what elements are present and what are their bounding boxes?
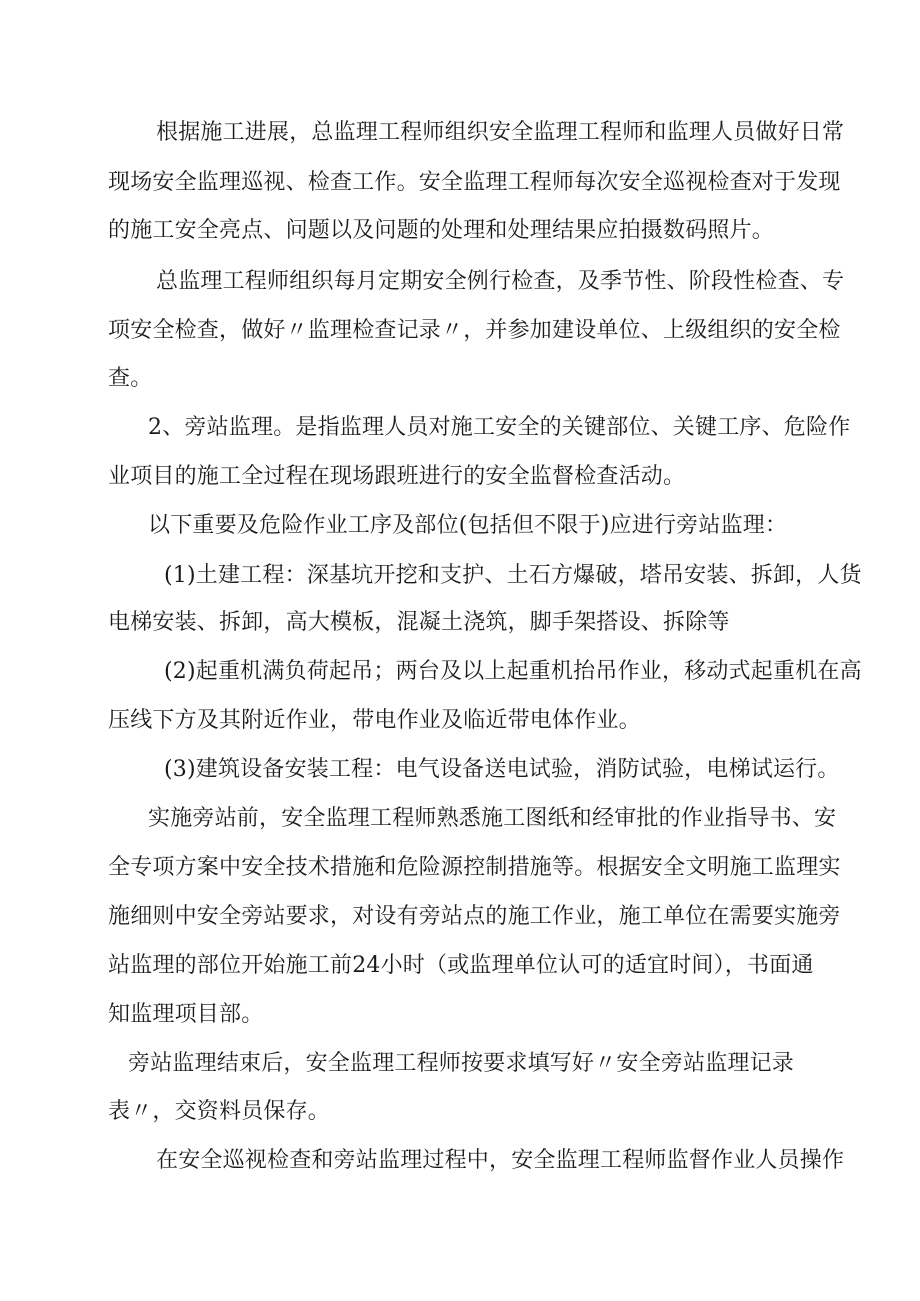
paragraph-3-line-2: 业项目的施工全过程在现场跟班进行的安全监督检查活动。	[108, 464, 686, 489]
paragraph-2-line-1: 总监理工程师组织每月定期安全例行检查，及季节性、阶段性检查、专	[156, 269, 845, 294]
paragraph-1-line-1: 根据施工进展，总监理工程师组织安全监理工程师和监理人员做好日常	[156, 120, 845, 145]
list-item-3-line-1: (3)建筑设备安装工程：电气设备送电试验，消防试验，电梯试运行。	[164, 757, 840, 782]
paragraph-6-line-1: 旁站监理结束后，安全监理工程师按要求填写好〃安全旁站监理记录	[128, 1051, 795, 1076]
paragraph-5-line-4: 站监理的部位开始施工前24小时（或监理单位认可的适宜时间），书面通	[108, 953, 814, 978]
paragraph-7-line-1: 在安全巡视检查和旁站监理过程中，安全监理工程师监督作业人员操作	[156, 1148, 845, 1173]
paragraph-6-line-2: 表〃，交资料员保存。	[108, 1099, 331, 1124]
list-item-2-line-1: (2)起重机满负荷起吊；两台及以上起重机抬吊作业，移动式起重机在高	[164, 659, 862, 684]
paragraph-2-line-3: 查。	[108, 366, 153, 391]
list-item-2-line-2: 压线下方及其附近作业，带电作业及临近带电体作业。	[108, 708, 641, 733]
list-item-1-line-1: (1)土建工程：深基坑开挖和支护、土石方爆破，塔吊安装、拆卸，人货	[164, 563, 862, 588]
list-item-1-line-2: 电梯安装、拆卸，高大模板，混凝土浇筑，脚手架搭设、拆除等	[108, 610, 730, 635]
paragraph-3-line-1: 2、旁站监理。是指监理人员对施工安全的关键部位、关键工序、危险作	[148, 415, 851, 440]
paragraph-4-line-1: 以下重要及危险作业工序及部位(包括但不限于)应进行旁站监理：	[148, 513, 788, 538]
paragraph-1-line-2: 现场安全监理巡视、检查工作。安全监理工程师每次安全巡视检查对于发现	[108, 170, 841, 195]
paragraph-2-line-2: 项安全检查，做好〃监理检查记录〃，并参加建设单位、上级组织的安全检	[108, 318, 841, 343]
paragraph-5-line-3: 施细则中安全旁站要求，对设有旁站点的施工作业，施工单位在需要实施旁	[108, 904, 841, 929]
paragraph-5-line-1: 实施旁站前，安全监理工程师熟悉施工图纸和经审批的作业指导书、安	[148, 806, 837, 831]
paragraph-5-line-5: 知监理项目部。	[108, 1002, 264, 1027]
paragraph-1-line-3: 的施工安全亮点、问题以及问题的处理和处理结果应拍摄数码照片。	[108, 218, 775, 243]
paragraph-5-line-2: 全专项方案中安全技术措施和危险源控制措施等。根据安全文明施工监理实	[108, 855, 841, 880]
